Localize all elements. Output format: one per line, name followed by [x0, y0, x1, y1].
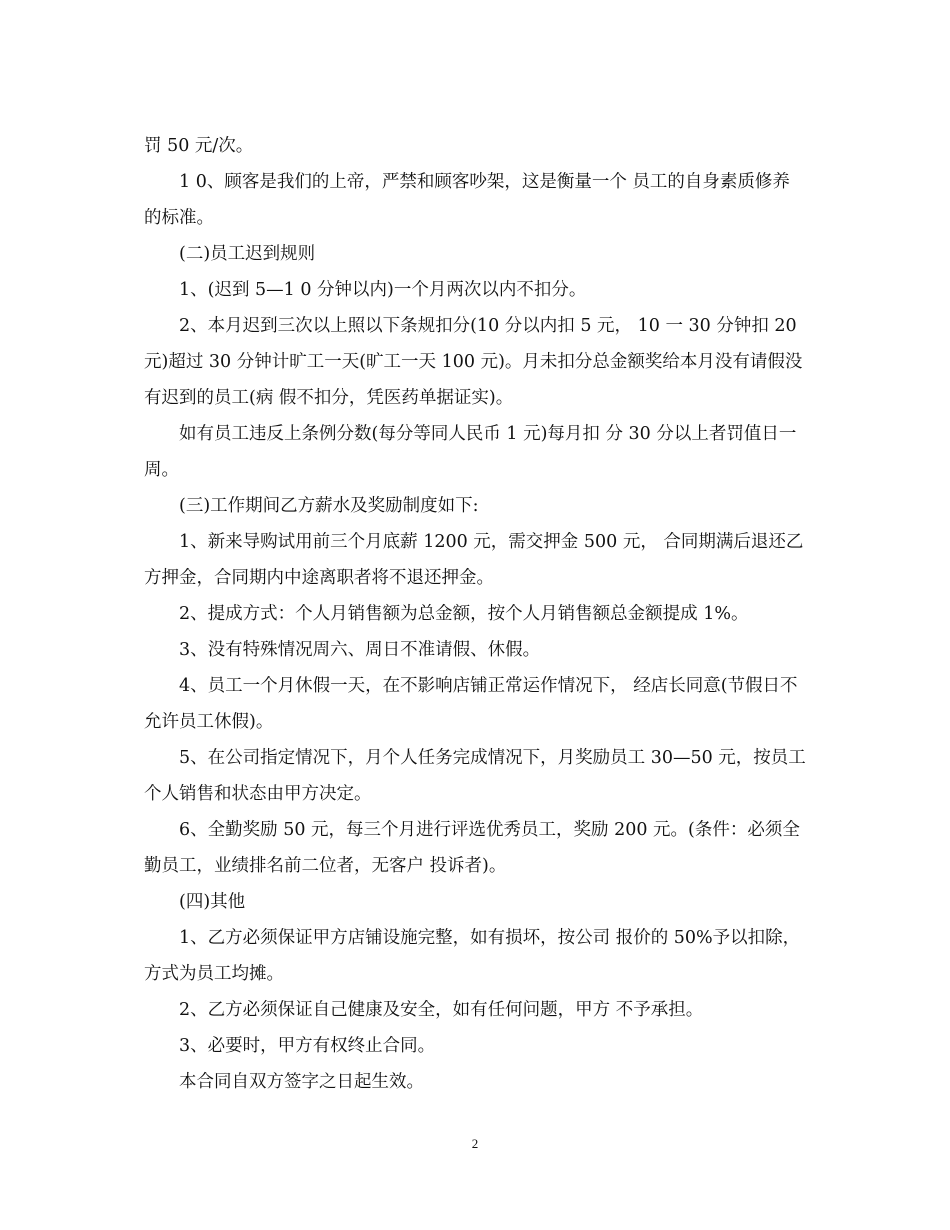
section-heading-4: (四)其他 — [179, 892, 246, 912]
paragraph-9: 2、提成方式：个人月销售额为总金额，按个人月销售额总金额提成 1%。 — [179, 604, 749, 624]
document-body — [144, 128, 806, 1100]
paragraph-6: 如有员工违反上条例分数(每分等同人民币 1 元)每月扣 分 30 分以上者罚值日一周。 — [144, 424, 797, 480]
section-heading-2: (二)员工迟到规则 — [179, 244, 316, 264]
paragraph-16: 2、乙方必须保证自己健康及安全，如有任何问题，甲方 不予承担。 — [179, 1000, 704, 1020]
paragraph-11: 4、员工一个月休假一天，在不影响店铺正常运作情况下， 经店长同意(节假日不允许员工休假)。 — [144, 676, 798, 732]
paragraph-15: 1、乙方必须保证甲方店铺设施完整，如有损坏，按公司 报价的 50%予以扣除，方式为员工均摊。 — [144, 928, 801, 984]
paragraph-10: 3、没有特殊情况周六、周日不准请假、休假。 — [179, 640, 541, 660]
paragraph-12: 5、在公司指定情况下，月个人任务完成情况下，月奖励员工 30—50 元，按员工个人销售和状态由甲方决定。 — [144, 748, 806, 804]
paragraph-13: 6、全勤奖励 50 元，每三个月进行评选优秀员工，奖励 200 元。(条件：必须全勤员工，业绩排名前二位者，无客户 投诉者)。 — [144, 820, 800, 876]
paragraph-17: 3、必要时，甲方有权终止合同。 — [179, 1036, 436, 1056]
paragraph-2: 1 0、顾客是我们的上帝，严禁和顾客吵架，这是衡量一个 员工的自身素质修养的标准。 — [144, 172, 790, 228]
paragraph-1: 罚 50 元/次。 — [144, 136, 254, 156]
paragraph-8: 1、新来导购试用前三个月底薪 1200 元，需交押金 500 元， 合同期满后退还乙方押金，合同期内中途离职者将不退还押金。 — [144, 532, 804, 588]
paragraph-4: 1、(迟到 5—1 0 分钟以内)一个月两次以内不扣分。 — [179, 280, 587, 300]
page-number: 2 — [471, 1136, 479, 1151]
paragraph-5: 2、本月迟到三次以上照以下条规扣分(10 分以内扣 5 元， 10 一 30 分钟扣 20 元)超过 30 分钟计旷工一天(旷工一天 100 元)。月未扣分总金额奖给本月没有请假没有迟到的员工(病 假不扣分，凭医药单据证实)。 — [144, 316, 803, 408]
section-heading-3: (三)工作期间乙方薪水及奖励制度如下: — [179, 496, 479, 516]
paragraph-18: 本合同自双方签字之日起生效。 — [179, 1072, 424, 1092]
